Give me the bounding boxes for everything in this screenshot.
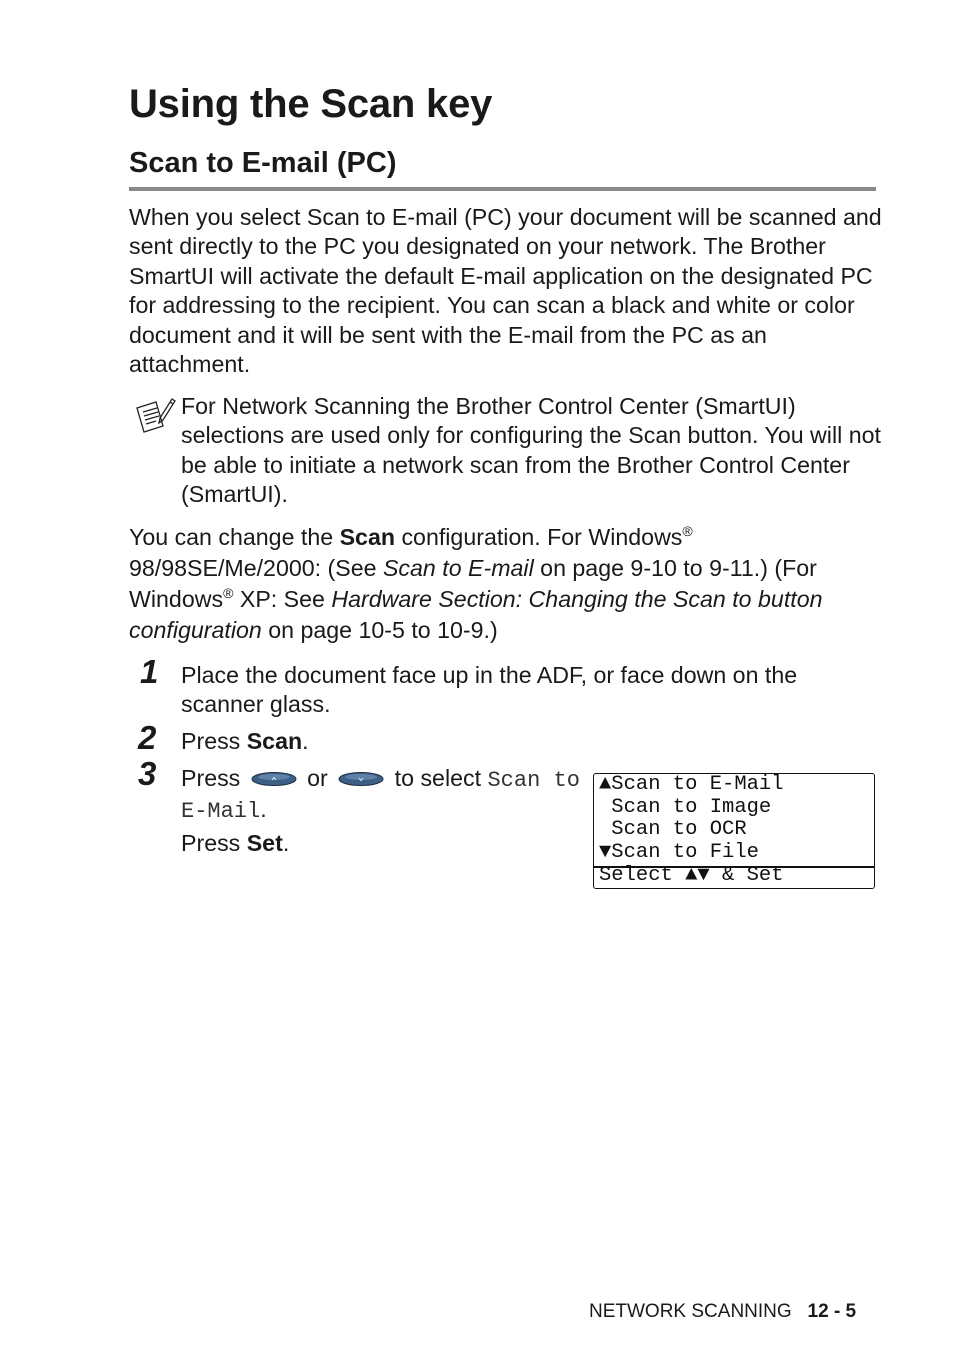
section-title: Scan to E-mail (PC) [129, 147, 397, 179]
lcd-option-text: Scan to E-Mail [181, 768, 580, 825]
step-1-text: Place the document face up in the ADF, or face down on the scanner glass. [181, 662, 798, 718]
scan-key-label: Scan [246, 728, 303, 754]
down-arrow-key-icon [338, 765, 384, 794]
set-key-label: Set [246, 830, 283, 856]
step-2-text: Press Scan. [181, 728, 309, 754]
lcd-line-4: ▼Scan to File [599, 841, 759, 864]
step-number-1: 1 [140, 653, 159, 690]
page-footer [589, 1300, 856, 1324]
scan-key-label: Scan [339, 524, 396, 550]
lcd-display [593, 773, 875, 889]
note-text: For Network Scanning the Brother Control Center (SmartUI) selections are used only for configuring the Scan button. You will not be able to initiate a network scan from the Brother Control Center (SmartUI). [181, 393, 881, 508]
lcd-footer-line: Select ▲▼ & Set [599, 864, 784, 887]
configuration-paragraph: You can change the Scan configuration. For Windows® 98/98SE/Me/2000: (See Scan to E-mail on page 9-10 to 9-11.) (For Windows® XP: See Hardware Section: Changing the Scan to button configuration on page 10-5 to 10-9.) [129, 523, 823, 643]
footer-section: NETWORK SCANNING [589, 1301, 792, 1322]
note-pencil-icon [134, 396, 176, 436]
footer-page-number: 12 - 5 [807, 1301, 857, 1322]
section-divider [129, 187, 876, 191]
up-arrow-key-icon [251, 765, 297, 794]
scan-to-email-reference: Scan to E-mail [382, 555, 534, 581]
intro-paragraph: When you select Scan to E-mail (PC) your document will be scanned and sent directly to the PC you designated on your network. The Brother SmartUI will activate the default E-mail application on the designated PC for addressing to the recipient. You can scan a black and white or color document and it will be sent with the E-mail from the PC as an attachment. [129, 204, 882, 378]
lcd-line-2: Scan to Image [599, 796, 772, 819]
hardware-section-reference: Hardware Section: Changing the Scan to button configuration [129, 586, 823, 643]
step-3-text: Press or to select Scan to E-Mail. [181, 765, 580, 825]
lcd-line-1: ▲Scan to E-Mail [599, 773, 784, 796]
step-3-press-set: Press Set. [181, 830, 290, 856]
lcd-line-3: Scan to OCR [599, 818, 747, 841]
step-number-2: 2 [138, 719, 157, 756]
step-number-3: 3 [138, 755, 157, 792]
page-title: Using the Scan key [129, 82, 493, 126]
